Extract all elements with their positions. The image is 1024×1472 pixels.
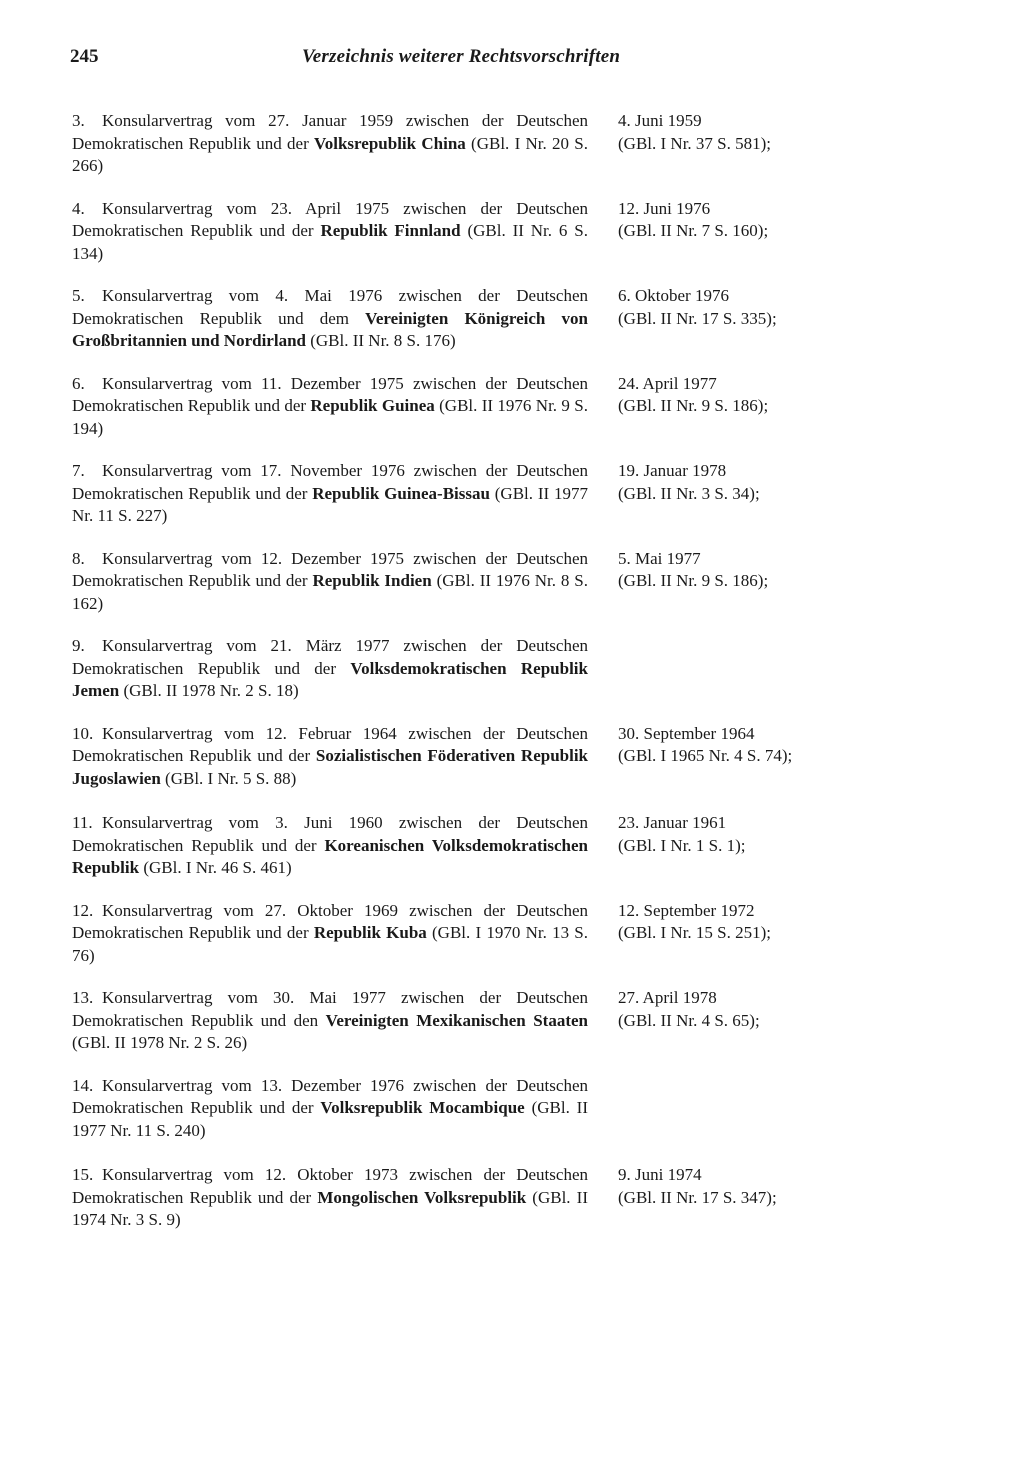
effective-reference: (GBl. II Nr. 3 S. 34);: [618, 483, 760, 503]
publication-reference: (GBl. I Nr. 20 S. 266): [72, 133, 588, 175]
treaty-title: Konsularvertrag vom 30. Mai 1977 zwischen der Deutschen Demokratischen Republik und den: [72, 988, 588, 1030]
treaty-entry: [72, 723, 852, 791]
publication-reference: (GBl. I Nr. 46 S. 461): [139, 858, 292, 877]
entry-into-force: [618, 987, 868, 1032]
effective-reference: (GBl. I Nr. 37 S. 581);: [618, 133, 771, 153]
treaty-entry: [72, 198, 852, 266]
entry-number: 15.: [72, 1165, 94, 1184]
entry-into-force: [618, 1164, 868, 1209]
effective-date: 6. Oktober 1976: [618, 286, 729, 305]
effective-date: 12. Juni 1976: [618, 198, 711, 218]
entry-into-force: [618, 198, 868, 243]
country-name: Sozialistischen Föderativen Republik Jugoslawien: [72, 746, 588, 788]
effective-reference: (GBl. I Nr. 1 S. 1);: [618, 835, 746, 855]
entry-into-force: [618, 373, 868, 418]
effective-date: 4. Juni 1959: [618, 111, 702, 130]
treaty-title: Konsularvertrag vom 12. Februar 1964 zwischen der Deutschen Demokratischen Republik und der: [72, 723, 588, 765]
treaty-title: Konsularvertrag vom 13. Dezember 1976 zwischen der Deutschen Demokratischen Republik und der: [72, 1075, 588, 1117]
treaty-title: Konsularvertrag vom 12. Oktober 1973 zwischen der Deutschen Demokratischen Republik und der: [72, 1165, 588, 1207]
entry-number: 14.: [72, 1075, 94, 1095]
publication-reference: (GBl. II Nr. 8 S. 176): [305, 331, 456, 350]
entry-into-force: [618, 285, 868, 330]
effective-reference: (GBl. II Nr. 9 S. 186);: [618, 571, 769, 590]
entry-number: 13.: [72, 988, 94, 1007]
treaty-entry: [72, 635, 852, 703]
treaty-description: [72, 198, 588, 266]
country-name: Volksdemokratischen Republik Jemen: [72, 658, 588, 700]
effective-date: 19. Januar 1978: [618, 461, 727, 480]
treaty-title: Konsularvertrag vom 11. Dezember 1975 zwischen der Deutschen Demokratischen Republik und der: [72, 373, 588, 415]
treaty-entry: [72, 548, 852, 616]
entry-number: 6.: [72, 373, 85, 393]
entry-number: 10.: [72, 723, 94, 743]
treaty-entry: [72, 900, 852, 968]
entry-into-force: [618, 723, 868, 768]
entry-number: 12.: [72, 900, 94, 920]
treaty-entry: [72, 460, 852, 528]
country-name: Vereinigten Königreich von Großbritannien und Nordirland: [72, 308, 588, 350]
treaty-description: [72, 110, 588, 178]
treaty-description: [72, 1164, 588, 1232]
country-name: Mongolischen Volksrepublik: [317, 1187, 527, 1207]
treaty-entry: [72, 373, 852, 441]
publication-reference: (GBl. II 1978 Nr. 2 S. 18): [119, 681, 299, 700]
effective-date: 9. Juni 1974: [618, 1165, 702, 1184]
treaty-entry: [72, 1075, 852, 1143]
treaty-description: [72, 635, 588, 703]
country-name: Volksrepublik China: [314, 133, 466, 153]
effective-reference: (GBl. II Nr. 7 S. 160);: [618, 221, 769, 240]
entry-number: 7.: [72, 461, 85, 480]
treaty-title: Konsularvertrag vom 4. Mai 1976 zwischen der Deutschen Demokratischen Republik und dem: [72, 286, 588, 328]
country-name: Volksrepublik Mocambique: [320, 1098, 525, 1117]
effective-reference: (GBl. II Nr. 17 S. 335);: [618, 308, 777, 328]
entry-number: 9.: [72, 636, 85, 655]
publication-reference: (GBl. II 1976 Nr. 9 S. 194): [72, 396, 588, 438]
publication-reference: (GBl. II 1974 Nr. 3 S. 9): [72, 1187, 588, 1229]
treaty-description: [72, 285, 588, 353]
entry-into-force: [618, 812, 868, 857]
entry-into-force: [618, 460, 868, 505]
running-title: Verzeichnis weiterer Rechtsvorschriften: [302, 46, 621, 67]
effective-date: 12. September 1972: [618, 900, 755, 920]
country-name: Republik Guinea: [310, 396, 435, 415]
treaty-entry: [72, 1164, 852, 1232]
entry-number: 3.: [72, 111, 85, 130]
country-name: Republik Finnland: [320, 221, 461, 240]
treaty-title: Konsularvertrag vom 21. März 1977 zwischen der Deutschen Demokratischen Republik und der: [72, 636, 588, 678]
country-name: Republik Guinea-Bissau: [312, 483, 490, 503]
treaty-description: [72, 373, 588, 441]
treaty-title: Konsularvertrag vom 27. Oktober 1969 zwischen der Deutschen Demokratischen Republik und der: [72, 900, 588, 942]
effective-date: 27. April 1978: [618, 988, 717, 1007]
treaty-title: Konsularvertrag vom 23. April 1975 zwischen der Deutschen Demokratischen Republik und der: [72, 198, 588, 240]
effective-reference: (GBl. II Nr. 4 S. 65);: [618, 1010, 760, 1030]
treaty-description: [72, 987, 588, 1055]
entry-number: 5.: [72, 286, 85, 305]
treaty-description: [72, 1075, 588, 1143]
entry-into-force: [618, 548, 868, 593]
treaty-description: [72, 723, 588, 791]
treaty-title: Konsularvertrag vom 27. Januar 1959 zwischen der Deutschen Demokratischen Republik und der: [72, 111, 588, 153]
publication-reference: (GBl. II 1977 Nr. 11 S. 240): [72, 1098, 588, 1140]
country-name: Vereinigten Mexikanischen Staaten: [325, 1010, 588, 1030]
entry-into-force: [618, 900, 868, 945]
effective-reference: (GBl. I 1965 Nr. 4 S. 74);: [618, 746, 793, 765]
publication-reference: (GBl. II 1976 Nr. 8 S. 162): [72, 571, 588, 613]
treaty-description: [72, 548, 588, 616]
effective-reference: (GBl. II Nr. 17 S. 347);: [618, 1187, 777, 1207]
page-number: 245: [70, 46, 99, 67]
entry-number: 11.: [72, 813, 93, 832]
publication-reference: (GBl. II 1978 Nr. 2 S. 26): [72, 1033, 248, 1052]
treaty-list: [72, 110, 852, 1232]
publication-reference: (GBl. II 1977 Nr. 11 S. 227): [72, 483, 588, 525]
publication-reference: (GBl. I 1970 Nr. 13 S. 76): [72, 923, 588, 965]
effective-date: 23. Januar 1961: [618, 813, 727, 832]
treaty-title: Konsularvertrag vom 12. Dezember 1975 zwischen der Deutschen Demokratischen Republik und der: [72, 548, 588, 590]
treaty-title: Konsularvertrag vom 17. November 1976 zwischen der Deutschen Demokratischen Republik und der: [72, 461, 588, 503]
treaty-description: [72, 900, 588, 968]
treaty-title: Konsularvertrag vom 3. Juni 1960 zwischen der Deutschen Demokratischen Republik und der: [72, 813, 588, 855]
publication-reference: (GBl. I Nr. 5 S. 88): [160, 768, 297, 788]
effective-date: 24. April 1977: [618, 373, 717, 393]
treaty-description: [72, 812, 588, 880]
effective-reference: (GBl. II Nr. 9 S. 186);: [618, 396, 769, 415]
country-name: Koreanischen Volksdemokratischen Republik: [72, 835, 588, 877]
page-header: [70, 46, 950, 76]
publication-reference: (GBl. II Nr. 6 S. 134): [72, 221, 588, 263]
effective-reference: (GBl. I Nr. 15 S. 251);: [618, 923, 771, 942]
treaty-entry: [72, 812, 852, 880]
effective-date: 30. September 1964: [618, 723, 755, 743]
entry-into-force: [618, 110, 868, 155]
treaty-description: [72, 460, 588, 528]
effective-date: 5. Mai 1977: [618, 548, 701, 568]
country-name: Republik Kuba: [313, 923, 427, 942]
entry-number: 4.: [72, 198, 85, 218]
treaty-entry: [72, 285, 852, 353]
country-name: Republik Indien: [312, 571, 432, 590]
entry-number: 8.: [72, 548, 85, 568]
treaty-entry: [72, 110, 852, 178]
treaty-entry: [72, 987, 852, 1055]
